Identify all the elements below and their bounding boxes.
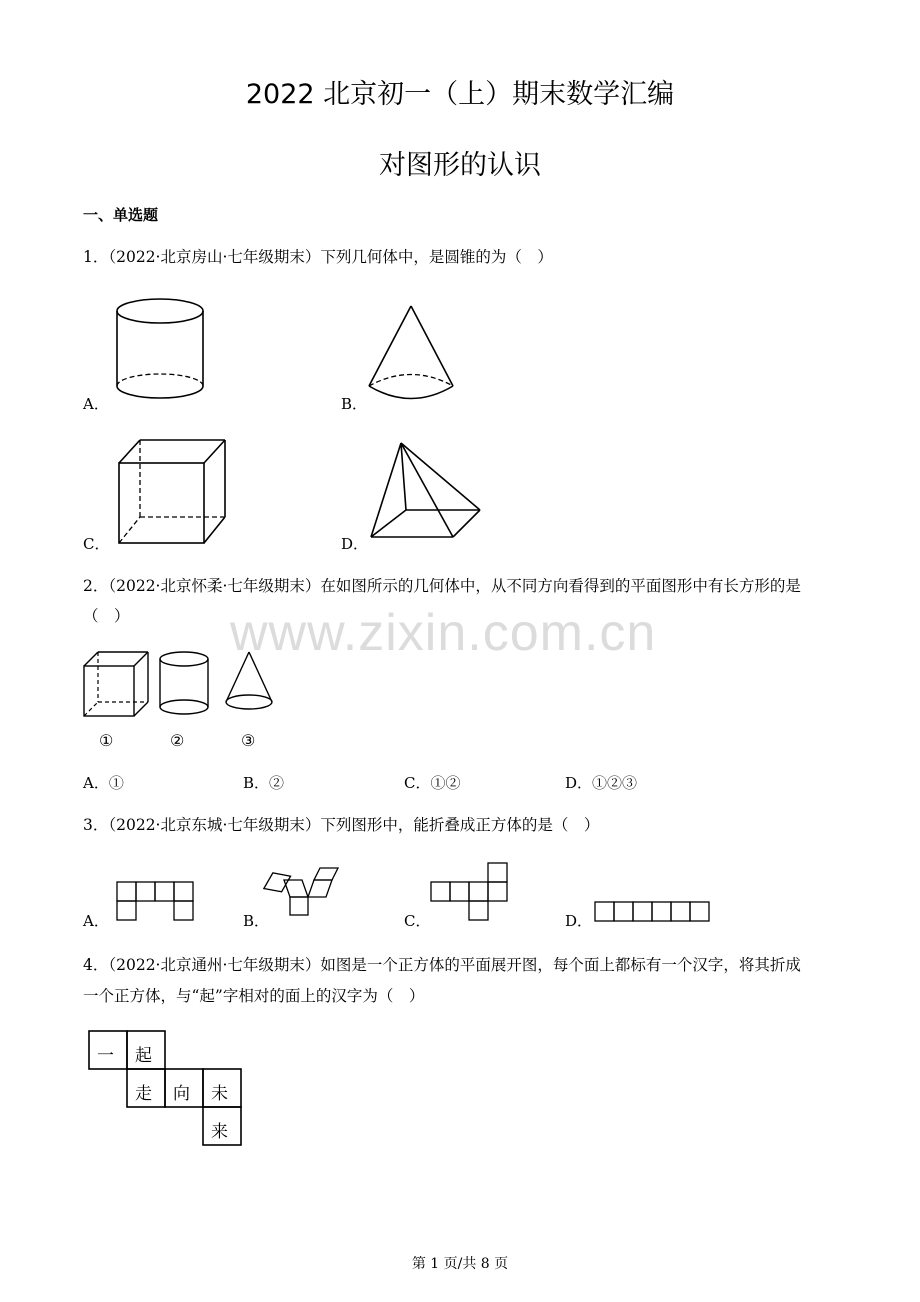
- net-a-figure: [116, 881, 194, 923]
- q1-option-a[interactable]: A．: [83, 395, 109, 413]
- q2-option-a[interactable]: A．①: [83, 774, 124, 792]
- question-2-text-line2: （ ）: [83, 607, 130, 625]
- section-heading: 一、单选题: [83, 206, 159, 224]
- q3-option-a[interactable]: A．: [83, 912, 109, 930]
- net-cell-5: 未: [211, 1084, 228, 1104]
- document-title: 2022 北京初一（上）期末数学汇编: [245, 79, 675, 110]
- cube-figure: [115, 437, 230, 547]
- cone-figure: [365, 303, 460, 408]
- net-cell-2: 起: [135, 1046, 152, 1066]
- net-c-figure: [430, 862, 512, 922]
- net-cell-1: 一: [97, 1046, 114, 1066]
- net-d-figure: [594, 901, 712, 923]
- q2-option-b[interactable]: B．②: [243, 774, 285, 792]
- net-cell-6: 来: [211, 1122, 228, 1142]
- net-cell-3: 走: [135, 1084, 152, 1104]
- q2-option-d[interactable]: D．①②③: [565, 774, 638, 792]
- question-4-text-line1: 4．（2022·北京通州·七年级期末）如图是一个正方体的平面展开图，每个面上都标有一个汉字，将其折成: [83, 956, 801, 974]
- document-subtitle: 对图形的认识: [379, 150, 541, 181]
- q2-option-c[interactable]: C．①②: [404, 774, 461, 792]
- pyramid-figure: [368, 440, 488, 542]
- figure-label-2: ②: [170, 731, 185, 750]
- question-4-text-line2: 一个正方体，与“起”字相对的面上的汉字为（ ）: [83, 987, 425, 1005]
- question-2-text-line1: 2．（2022·北京怀柔·七年级期末）在如图所示的几何体中，从不同方向看得到的平面图形中有长方形的是: [83, 577, 801, 595]
- q1-option-b[interactable]: B．: [341, 395, 368, 413]
- q1-option-c[interactable]: C．: [83, 535, 110, 553]
- cylinder-figure: [110, 298, 210, 403]
- q1-option-d[interactable]: D．: [341, 535, 369, 553]
- question-3-text: 3．（2022·北京东城·七年级期末）下列图形中，能折叠成正方体的是（ ）: [83, 816, 600, 834]
- page-footer: 第 1 页/共 8 页: [411, 1256, 509, 1272]
- net-cell-4: 向: [173, 1084, 190, 1104]
- q3-option-c[interactable]: C．: [404, 912, 431, 930]
- q3-option-d[interactable]: D．: [565, 912, 593, 930]
- question-1-text: 1．（2022·北京房山·七年级期末）下列几何体中，是圆锥的为（ ）: [83, 248, 553, 266]
- figure-label-3: ③: [241, 731, 256, 750]
- watermark: www.zixin.com.cn: [230, 604, 657, 662]
- small-cylinder-figure: [158, 650, 212, 718]
- figure-label-1: ①: [99, 731, 114, 750]
- net-b-figure: [272, 866, 342, 918]
- small-cube-figure: [82, 650, 152, 720]
- q3-option-b[interactable]: B．: [243, 912, 270, 930]
